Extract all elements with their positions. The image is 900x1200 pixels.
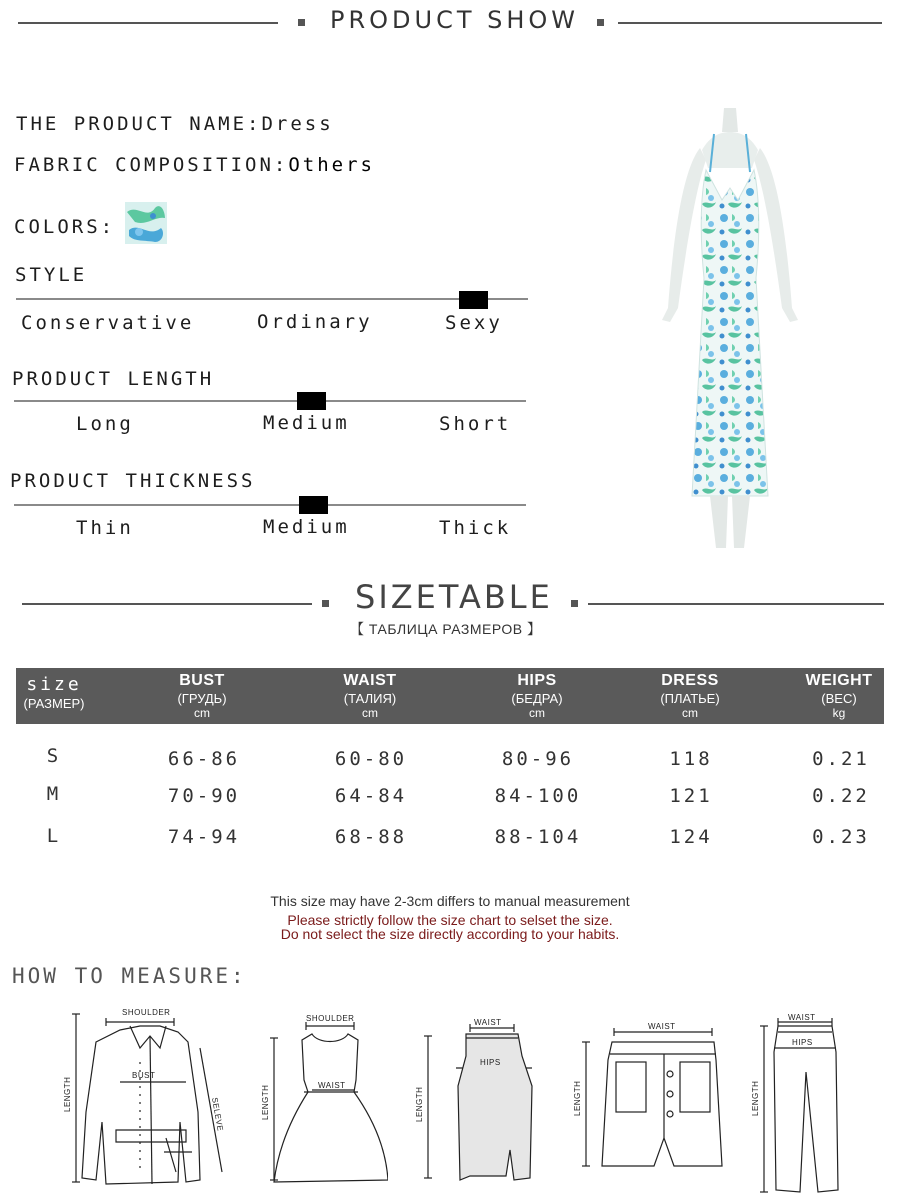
product-show-title: PRODUCT SHOW <box>330 6 580 34</box>
sizetable-title: SIZETABLE <box>355 578 553 616</box>
label-shoulder: SHOULDER <box>122 1008 171 1017</box>
col-weight-sub: (ВЕС) <box>821 691 857 706</box>
skirt-measure-diagram <box>410 1016 540 1186</box>
cell-bust: 70-90 <box>167 785 241 807</box>
col-hips <box>467 668 607 720</box>
cell-dress: 124 <box>669 826 713 848</box>
length-scale-track <box>14 400 526 402</box>
col-dress-title: DRESS <box>661 672 719 689</box>
note-measurement: This size may have 2-3cm differs to manual measurement <box>270 893 630 909</box>
style-option-sexy: Sexy <box>445 312 503 334</box>
cell-bust: 66-86 <box>167 748 241 770</box>
label-hips: HIPS <box>480 1058 501 1067</box>
label-length: LENGTH <box>63 1076 72 1112</box>
label-bust: BUST <box>132 1071 156 1080</box>
col-bust-sub: (ГРУДЬ) <box>177 691 227 706</box>
style-option-conservative: Conservative <box>21 312 195 334</box>
cell-waist: 68-88 <box>334 826 408 848</box>
label-length: LENGTH <box>261 1084 270 1120</box>
col-weight-title: WEIGHT <box>805 672 873 689</box>
pants-measure-diagram <box>748 1012 848 1197</box>
product-name-value: Dress <box>261 113 334 135</box>
header-dot-right <box>597 19 604 26</box>
how-to-measure-title: HOW TO MEASURE: <box>12 964 247 988</box>
label-length: LENGTH <box>415 1086 424 1122</box>
col-hips-title: HIPS <box>517 672 557 689</box>
sizetable-rule-left <box>22 603 312 605</box>
product-name-row <box>16 113 334 135</box>
cell-hips: 80-96 <box>501 748 575 770</box>
col-waist <box>300 668 440 720</box>
label-waist: WAIST <box>648 1022 676 1031</box>
cell-dress: 121 <box>669 785 713 807</box>
col-waist-title: WAIST <box>343 672 397 689</box>
cell-weight: 0.22 <box>812 785 870 807</box>
shorts-measure-diagram <box>572 1020 732 1170</box>
col-dress <box>620 668 760 720</box>
label-waist: WAIST <box>474 1018 502 1027</box>
note-habits: Do not select the size directly according to your habits. <box>280 926 620 942</box>
length-title: PRODUCT LENGTH <box>12 368 215 390</box>
col-size <box>0 668 124 711</box>
length-option-medium: Medium <box>263 412 350 434</box>
col-weight <box>769 668 900 720</box>
label-length: LENGTH <box>573 1080 582 1116</box>
note-follow-chart: Please strictly follow the size chart to selset the size. <box>287 912 613 928</box>
product-photo <box>640 108 820 558</box>
col-hips-sub: (БЕДРА) <box>511 691 563 706</box>
col-waist-unit: cm <box>362 706 378 720</box>
col-bust <box>132 668 272 720</box>
col-dress-unit: cm <box>682 706 698 720</box>
cell-size: M <box>46 783 62 805</box>
style-scale-marker <box>459 291 488 309</box>
thickness-scale-marker <box>299 496 328 514</box>
fabric-value: Others <box>288 154 375 176</box>
thickness-option-thin: Thin <box>76 517 134 539</box>
sizetable-dot-left <box>322 600 329 607</box>
cell-weight: 0.21 <box>812 748 870 770</box>
sizetable-rule-right <box>588 603 884 605</box>
thickness-option-thick: Thick <box>439 517 512 539</box>
dress-body <box>692 170 768 496</box>
col-bust-unit: cm <box>194 706 210 720</box>
label-hips: HIPS <box>792 1038 813 1047</box>
dress-measure-diagram <box>258 1010 388 1190</box>
mannequin-left-arm <box>662 148 706 322</box>
col-waist-sub: (ТАЛИЯ) <box>343 691 397 706</box>
thickness-option-medium: Medium <box>263 516 350 538</box>
length-scale-marker <box>297 392 326 410</box>
colors-label: COLORS: <box>14 216 116 238</box>
cell-waist: 64-84 <box>334 785 408 807</box>
length-option-long: Long <box>76 413 134 435</box>
header-dot-left <box>298 19 305 26</box>
label-waist: WAIST <box>788 1013 816 1022</box>
cell-hips: 84-100 <box>494 785 582 807</box>
length-option-short: Short <box>439 413 512 435</box>
fabric-row <box>14 154 375 176</box>
jacket-measure-diagram <box>60 1002 240 1197</box>
label-seleve: SELEVE <box>210 1096 225 1132</box>
cell-dress: 118 <box>669 748 713 770</box>
mannequin-legs <box>710 496 750 548</box>
cell-hips: 88-104 <box>494 826 582 848</box>
col-size-title: size <box>26 674 82 695</box>
style-option-ordinary: Ordinary <box>257 311 373 333</box>
cell-bust: 74-94 <box>167 826 241 848</box>
sizetable-dot-right <box>571 600 578 607</box>
cell-weight: 0.23 <box>812 826 870 848</box>
style-title: STYLE <box>15 264 88 286</box>
label-waist: WAIST <box>318 1081 346 1090</box>
col-dress-sub: (ПЛАТЬЕ) <box>660 691 720 706</box>
cell-size: L <box>46 825 62 847</box>
sizetable-subtitle: 【 ТАБЛИЦА РАЗМЕРОВ 】 <box>350 621 542 637</box>
label-length: LENGTH <box>751 1080 760 1116</box>
header-rule-right <box>618 22 882 24</box>
mannequin-right-arm <box>754 148 798 322</box>
style-scale-track <box>16 298 528 300</box>
col-size-sub: (РАЗМЕР) <box>23 696 85 711</box>
thickness-scale-track <box>14 504 526 506</box>
col-weight-unit: kg <box>832 706 846 720</box>
product-name-label: THE PRODUCT NAME: <box>16 113 262 135</box>
cell-size: S <box>46 745 62 767</box>
label-shoulder: SHOULDER <box>306 1014 355 1023</box>
size-table-header <box>16 668 884 724</box>
fabric-label: FABRIC COMPOSITION: <box>14 154 289 176</box>
mannequin-neck <box>722 108 738 132</box>
color-swatch-print[interactable] <box>125 202 167 244</box>
header-rule-left <box>18 22 278 24</box>
col-hips-unit: cm <box>529 706 545 720</box>
col-bust-title: BUST <box>179 672 225 689</box>
cell-waist: 60-80 <box>334 748 408 770</box>
thickness-title: PRODUCT THICKNESS <box>10 470 256 492</box>
